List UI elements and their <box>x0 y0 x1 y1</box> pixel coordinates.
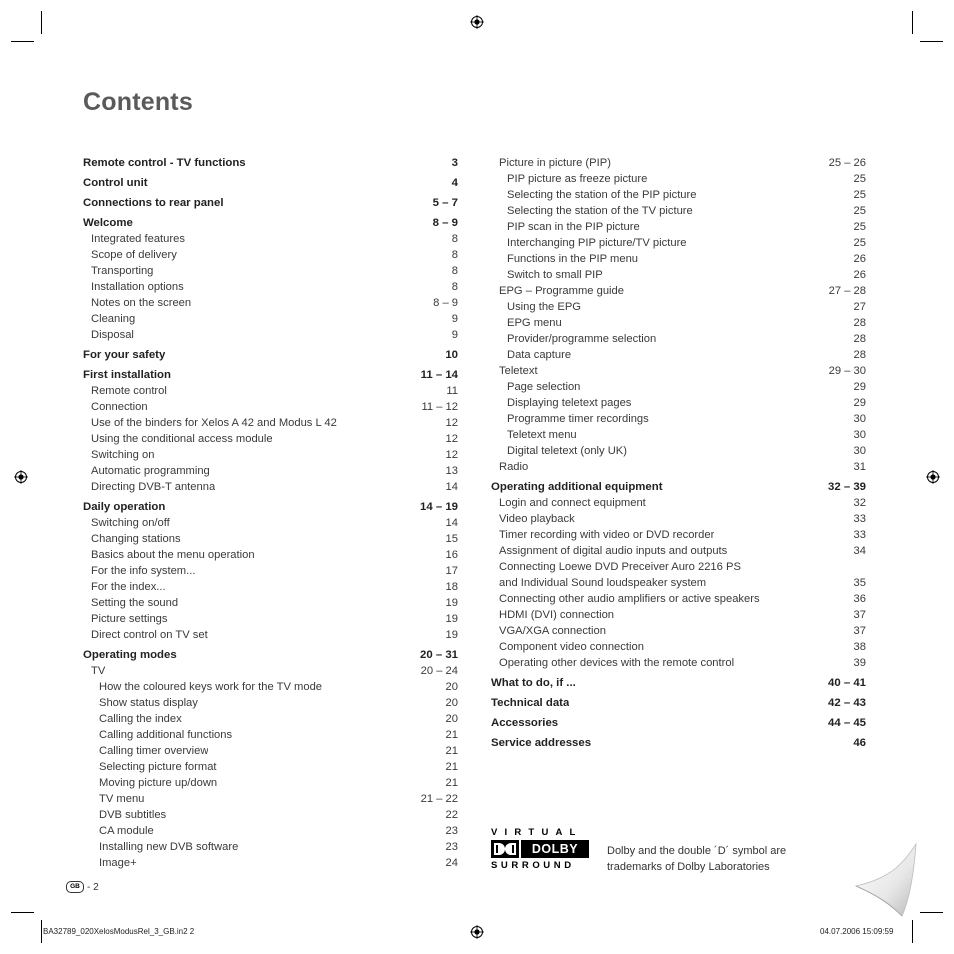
toc-entry <box>83 679 458 695</box>
toc-entry-label: How the coloured keys work for the TV mode <box>99 681 323 693</box>
toc-entry <box>491 395 866 411</box>
toc-entry-label: Scope of delivery <box>91 249 177 261</box>
toc-entry-page: 27 – 28 <box>828 285 866 297</box>
toc-entry-label: Selecting the station of the PIP picture <box>507 189 697 201</box>
toc-entry <box>83 399 458 415</box>
toc-entry-page: 9 <box>451 329 458 341</box>
toc-entry-label: Selecting the station of the TV picture <box>507 205 693 217</box>
dolby-bottom-word: SURROUND <box>491 860 575 871</box>
toc-entry <box>83 579 458 595</box>
toc-left-column <box>83 155 458 871</box>
toc-entry <box>83 547 458 563</box>
toc-entry <box>491 427 866 443</box>
toc-entry-page: 5 – 7 <box>432 197 458 209</box>
toc-entry <box>83 447 458 463</box>
registration-mark-icon <box>470 925 484 939</box>
toc-entry-page: 25 <box>853 205 866 217</box>
toc-entry-label: Picture in picture (PIP) <box>499 157 611 169</box>
toc-entry <box>83 311 458 327</box>
toc-entry-label: Picture settings <box>91 613 168 625</box>
toc-entry-page: 44 – 45 <box>827 717 866 729</box>
toc-entry-page: 12 <box>445 433 458 445</box>
toc-entry-page: 38 <box>853 641 866 653</box>
toc-entry-label: Installation options <box>91 281 184 293</box>
toc-entry-label: Displaying teletext pages <box>507 397 632 409</box>
toc-entry-label: DVB subtitles <box>99 809 167 821</box>
toc-entry-page: 34 <box>853 545 866 557</box>
toc-entry-page: 19 <box>445 597 458 609</box>
toc-entry-label: Connections to rear panel <box>83 197 224 209</box>
registration-mark-icon <box>926 470 940 484</box>
toc-right-column <box>491 155 866 751</box>
toc-entry <box>491 283 866 299</box>
dolby-trademark-note <box>607 843 786 875</box>
toc-entry-label: Control unit <box>83 177 148 189</box>
toc-entry-label: Image+ <box>99 857 137 869</box>
toc-entry <box>491 495 866 511</box>
toc-entry-page: 8 <box>451 281 458 293</box>
crop-mark <box>11 41 34 42</box>
toc-entry <box>491 511 866 527</box>
toc-entry <box>491 235 866 251</box>
toc-section-entry <box>83 155 458 171</box>
double-d-icon <box>491 840 519 858</box>
toc-entry-page: 20 <box>445 697 458 709</box>
toc-entry-page: 18 <box>445 581 458 593</box>
toc-entry-label: Calling the index <box>99 713 182 725</box>
toc-entry-label: Switching on/off <box>91 517 170 529</box>
toc-entry-page: 46 <box>853 737 866 749</box>
toc-entry <box>491 347 866 363</box>
toc-entry <box>491 459 866 475</box>
toc-entry <box>83 695 458 711</box>
toc-entry-label: PIP picture as freeze picture <box>507 173 648 185</box>
toc-entry-page: 20 – 31 <box>419 649 458 661</box>
toc-entry-page: 14 <box>445 481 458 493</box>
toc-entry-label: Operating modes <box>83 649 177 661</box>
toc-entry-page: 37 <box>853 625 866 637</box>
toc-entry-label: Video playback <box>499 513 575 525</box>
toc-entry <box>491 203 866 219</box>
toc-entry-label: Programme timer recordings <box>507 413 649 425</box>
page-number-label: - 2 <box>87 881 99 893</box>
toc-entry <box>83 611 458 627</box>
toc-entry-page: 19 <box>445 629 458 641</box>
toc-entry-page: 21 <box>445 745 458 757</box>
toc-entry <box>83 743 458 759</box>
page-title: Contents <box>83 88 193 116</box>
toc-entry-label: Operating additional equipment <box>491 481 663 493</box>
toc-entry <box>83 531 458 547</box>
toc-entry-label: Functions in the PIP menu <box>507 253 639 265</box>
toc-entry-label: Switching on <box>91 449 155 461</box>
toc-entry <box>491 623 866 639</box>
toc-entry-label: Changing stations <box>91 533 181 545</box>
toc-entry <box>83 295 458 311</box>
toc-entry-label: HDMI (DVI) connection <box>499 609 615 621</box>
toc-entry-page: 29 – 30 <box>828 365 866 377</box>
toc-entry-page: 8 <box>451 249 458 261</box>
toc-entry-page: 16 <box>445 549 458 561</box>
toc-entry <box>83 595 458 611</box>
toc-entry-page: 33 <box>853 529 866 541</box>
toc-entry-page: 3 <box>451 157 458 169</box>
toc-section-entry <box>83 175 458 191</box>
toc-entry-page: 40 – 41 <box>827 677 866 689</box>
toc-entry-label: Selecting picture format <box>99 761 217 773</box>
toc-entry-label: Provider/programme selection <box>507 333 657 345</box>
toc-entry <box>491 575 866 591</box>
toc-entry-page: 11 – 14 <box>420 369 458 381</box>
toc-entry-label: Notes on the screen <box>91 297 192 309</box>
dolby-wordmark <box>521 840 589 858</box>
toc-entry <box>83 807 458 823</box>
toc-entry-label: First installation <box>83 369 171 381</box>
toc-entry-page: 30 <box>853 413 866 425</box>
toc-entry-label: PIP scan in the PIP picture <box>507 221 640 233</box>
toc-entry-page: 21 <box>445 761 458 773</box>
toc-section-entry <box>83 195 458 211</box>
toc-entry <box>491 331 866 347</box>
toc-section-entry <box>491 675 866 691</box>
toc-entry-page: 11 – 12 <box>421 401 458 413</box>
toc-entry-page: 29 <box>853 381 866 393</box>
toc-entry-label: Interchanging PIP picture/TV picture <box>507 237 687 249</box>
toc-entry <box>491 299 866 315</box>
dolby-note-line: trademarks of Dolby Laboratories <box>607 861 770 873</box>
toc-entry <box>491 155 866 171</box>
toc-entry-page: 35 <box>853 577 866 589</box>
toc-entry-label: Moving picture up/down <box>99 777 218 789</box>
toc-entry-page: 23 <box>445 825 458 837</box>
print-timestamp: 04.07.2006 15:09:59 <box>820 927 894 936</box>
toc-entry-label: For your safety <box>83 349 166 361</box>
toc-entry-label: Integrated features <box>91 233 185 245</box>
toc-entry <box>83 627 458 643</box>
toc-entry-page: 28 <box>853 349 866 361</box>
toc-entry-page: 30 <box>853 429 866 441</box>
toc-entry-label: Welcome <box>83 217 133 229</box>
toc-entry <box>83 711 458 727</box>
toc-entry <box>83 823 458 839</box>
toc-entry-page: 4 <box>451 177 458 189</box>
country-badge: GB <box>66 881 84 893</box>
toc-entry <box>491 267 866 283</box>
toc-section-entry <box>491 735 866 751</box>
toc-entry-page: 26 <box>853 269 866 281</box>
toc-entry-page: 27 <box>853 301 866 313</box>
toc-entry <box>83 759 458 775</box>
toc-entry-label: For the index... <box>91 581 166 593</box>
toc-entry-label: Calling timer overview <box>99 745 209 757</box>
toc-entry <box>83 431 458 447</box>
dolby-note-line: Dolby and the double ´D´ symbol are <box>607 845 787 857</box>
toc-entry <box>83 383 458 399</box>
toc-entry <box>491 559 866 575</box>
toc-entry <box>491 655 866 671</box>
crop-mark <box>920 912 943 913</box>
toc-entry-label: Teletext <box>499 365 538 377</box>
toc-entry-page: 21 <box>445 777 458 789</box>
toc-entry <box>83 279 458 295</box>
toc-entry-page: 33 <box>853 513 866 525</box>
toc-entry-label: Login and connect equipment <box>499 497 646 509</box>
toc-entry-page: 25 <box>853 237 866 249</box>
toc-entry <box>83 855 458 871</box>
toc-section-entry <box>491 479 866 495</box>
toc-entry-page: 12 <box>445 417 458 429</box>
toc-entry-page: 39 <box>853 657 866 669</box>
toc-entry-page: 20 <box>445 681 458 693</box>
toc-entry-label: Show status display <box>99 697 198 709</box>
toc-entry <box>491 219 866 235</box>
toc-entry <box>491 443 866 459</box>
registration-mark-icon <box>470 15 484 29</box>
page-number <box>66 881 99 893</box>
toc-section-entry <box>83 347 458 363</box>
registration-mark-icon <box>14 470 28 484</box>
toc-entry-page: 31 <box>853 461 866 473</box>
dolby-brand: DOLBY <box>531 842 579 856</box>
toc-entry <box>83 515 458 531</box>
toc-section-entry <box>83 367 458 383</box>
toc-entry <box>491 171 866 187</box>
toc-entry-page: 13 <box>445 465 458 477</box>
toc-entry-label: Calling additional functions <box>99 729 233 741</box>
toc-entry-label: Data capture <box>507 349 572 361</box>
toc-entry-page: 8 – 9 <box>433 297 458 309</box>
toc-entry-page: 32 – 39 <box>827 481 866 493</box>
toc-entry-page: 21 <box>445 729 458 741</box>
toc-entry-label: Using the EPG <box>507 301 581 313</box>
toc-entry-page: 36 <box>853 593 866 605</box>
toc-entry-label: Cleaning <box>91 313 136 325</box>
toc-entry <box>83 479 458 495</box>
toc-entry <box>83 415 458 431</box>
toc-entry-label: Connecting other audio amplifiers or active speakers <box>499 593 760 605</box>
toc-entry-page: 30 <box>853 445 866 457</box>
toc-entry-label: Page selection <box>507 381 581 393</box>
toc-entry-label: EPG menu <box>507 317 562 329</box>
toc-entry-label: Operating other devices with the remote control <box>499 657 735 669</box>
toc-entry-label: Automatic programming <box>91 465 210 477</box>
toc-entry-label: TV menu <box>99 793 145 805</box>
toc-entry <box>83 263 458 279</box>
toc-entry-page: 17 <box>445 565 458 577</box>
toc-entry <box>491 591 866 607</box>
toc-entry-page: 14 <box>445 517 458 529</box>
toc-entry-label: Use of the binders for Xelos A 42 and Modus L 42 <box>91 417 337 429</box>
toc-entry-label: Technical data <box>491 697 570 709</box>
toc-entry-label: Remote control - TV functions <box>83 157 246 169</box>
toc-entry-label: Connection <box>91 401 148 413</box>
toc-entry-page: 29 <box>853 397 866 409</box>
toc-entry-label: Service addresses <box>491 737 592 749</box>
crop-mark <box>912 920 913 943</box>
toc-entry <box>83 563 458 579</box>
crop-mark <box>41 920 42 943</box>
toc-entry-label: Timer recording with video or DVD recorder <box>499 529 715 541</box>
toc-entry <box>491 187 866 203</box>
toc-entry-label: For the info system... <box>91 565 196 577</box>
toc-entry-page: 25 – 26 <box>828 157 866 169</box>
toc-entry <box>491 363 866 379</box>
toc-entry-page: 25 <box>853 221 866 233</box>
crop-mark <box>11 912 34 913</box>
toc-entry-label: Assignment of digital audio inputs and outputs <box>499 545 728 557</box>
toc-entry-page: 8 <box>451 233 458 245</box>
toc-entry-page: 20 – 24 <box>420 665 458 677</box>
toc-entry-page: 25 <box>853 189 866 201</box>
toc-entry-label: Radio <box>499 461 529 473</box>
toc-entry-page: 22 <box>445 809 458 821</box>
toc-entry <box>83 727 458 743</box>
toc-entry-label: Component video connection <box>499 641 644 653</box>
file-info: BA32789_020XelosModusRel_3_GB.in2 2 <box>43 927 195 936</box>
toc-entry-page: 32 <box>853 497 866 509</box>
toc-entry-label: Disposal <box>91 329 134 341</box>
toc-entry-label: Basics about the menu operation <box>91 549 255 561</box>
toc-entry-page: 8 <box>451 265 458 277</box>
dolby-logo <box>491 827 589 871</box>
toc-section-entry <box>491 695 866 711</box>
toc-entry <box>83 775 458 791</box>
toc-entry <box>491 639 866 655</box>
toc-entry-label: TV <box>91 665 106 677</box>
toc-entry-label: EPG – Programme guide <box>499 285 624 297</box>
toc-entry <box>83 839 458 855</box>
toc-section-entry <box>83 499 458 515</box>
crop-mark <box>41 11 42 34</box>
toc-entry-page: 37 <box>853 609 866 621</box>
toc-section-entry <box>83 215 458 231</box>
toc-entry-page: 19 <box>445 613 458 625</box>
toc-entry-page: 21 – 22 <box>420 793 458 805</box>
toc-entry-label: CA module <box>99 825 154 837</box>
toc-entry <box>491 607 866 623</box>
toc-entry-page: 12 <box>445 449 458 461</box>
toc-entry-label: Switch to small PIP <box>507 269 603 281</box>
toc-entry-page: 11 <box>446 385 458 397</box>
toc-entry <box>83 247 458 263</box>
toc-entry-label: Transporting <box>91 265 154 277</box>
toc-entry-page: 26 <box>853 253 866 265</box>
toc-entry-label: Digital teletext (only UK) <box>507 445 627 457</box>
toc-entry-page: 9 <box>451 313 458 325</box>
toc-entry-label: Using the conditional access module <box>91 433 273 445</box>
toc-entry-page: 25 <box>853 173 866 185</box>
toc-entry <box>83 791 458 807</box>
toc-entry-label: Connecting Loewe DVD Preceiver Auro 2216 PS <box>499 561 741 573</box>
toc-entry-label: Direct control on TV set <box>91 629 208 641</box>
toc-entry-page: 24 <box>445 857 458 869</box>
toc-entry-label: Teletext menu <box>507 429 577 441</box>
toc-entry <box>491 543 866 559</box>
toc-entry <box>83 327 458 343</box>
toc-section-entry <box>83 647 458 663</box>
toc-entry-label: and Individual Sound loudspeaker system <box>499 577 707 589</box>
toc-entry-label: Directing DVB-T antenna <box>91 481 216 493</box>
toc-entry-label: Accessories <box>491 717 559 729</box>
toc-entry-page: 8 – 9 <box>432 217 458 229</box>
toc-entry-page: 14 – 19 <box>419 501 458 513</box>
toc-entry-label: Daily operation <box>83 501 166 513</box>
page-curl-icon <box>852 842 918 918</box>
toc-entry-page: 15 <box>445 533 458 545</box>
toc-entry <box>83 463 458 479</box>
dolby-top-word: VIRTUAL <box>491 827 583 838</box>
toc-entry-page: 42 – 43 <box>827 697 866 709</box>
toc-entry-label: Remote control <box>91 385 167 397</box>
toc-entry <box>83 231 458 247</box>
crop-mark <box>912 11 913 34</box>
toc-entry <box>491 527 866 543</box>
toc-entry-label: VGA/XGA connection <box>499 625 606 637</box>
toc-entry-page: 10 <box>445 349 458 361</box>
toc-entry <box>491 379 866 395</box>
toc-entry-label: What to do, if ... <box>491 677 576 689</box>
toc-entry-label: Setting the sound <box>91 597 179 609</box>
toc-entry-page: 28 <box>853 317 866 329</box>
toc-entry <box>491 411 866 427</box>
crop-mark <box>920 41 943 42</box>
toc-entry-page: 23 <box>445 841 458 853</box>
toc-entry-label: Installing new DVB software <box>99 841 239 853</box>
toc-section-entry <box>491 715 866 731</box>
toc-entry <box>491 315 866 331</box>
toc-entry <box>491 251 866 267</box>
toc-entry <box>83 663 458 679</box>
toc-entry-page: 20 <box>445 713 458 725</box>
toc-entry-page: 28 <box>853 333 866 345</box>
